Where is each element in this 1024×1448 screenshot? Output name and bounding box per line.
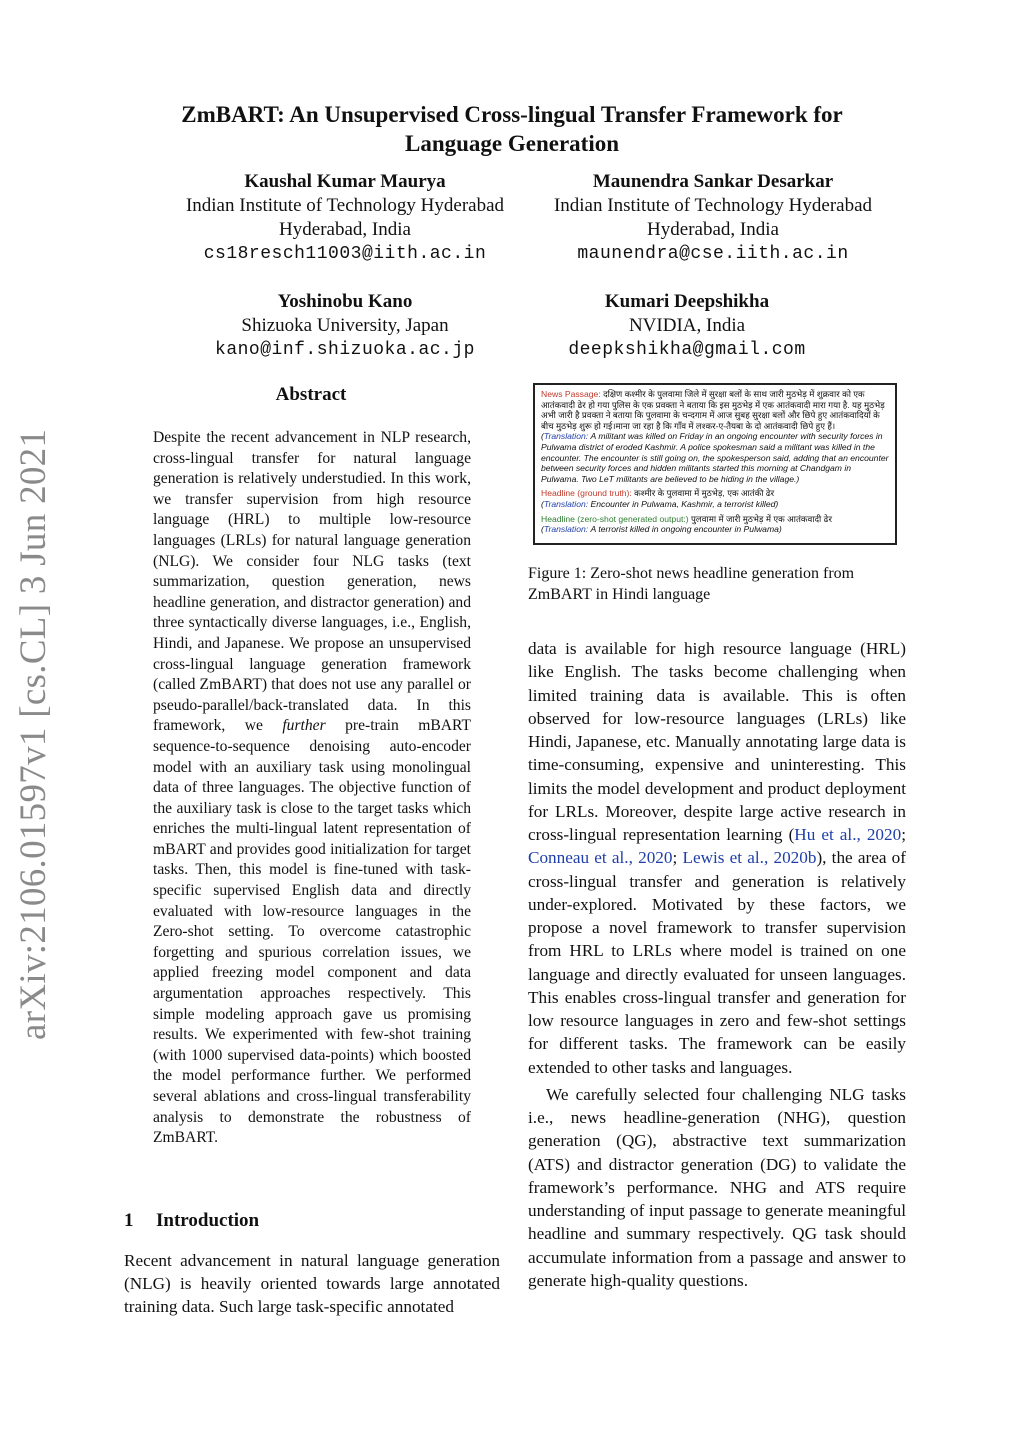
author-block-1 <box>160 170 530 266</box>
abstract-text: Despite the recent advancement in NLP research, cross-lingual transfer for natural language generation is relatively understudied. In this work, we transfer supervision from high resource language (HRL) to multiple low-resource languages (LRLs) for natural language generation (NLG). We consider four NLG tasks (text summarization, question generation, news headline generation, and distractor generation) and three syntactically diverse languages, i.e., English, Hindi, and Japanese. We propose an unsupervised cross-lingual language generation framework (called ZmBART) that does not use any parallel or pseudo-parallel/back-translated data. In this framework, we <box>153 429 471 735</box>
news-passage-hindi: दक्षिण कश्मीर के पुलवामा जिले में सुरक्षा बलों के साथ जारी मुठभेड़ में शुक्रवार को एक आतंकवादी ढेर हो गया पुलिस के एक प्रवक्ता ने बताया कि इस मुठभेड़ में एक आतंकवादी मारा गया है. यह मुठभेड़ अभी जारी है प्रवक्ता ने बताया कि पुलवामा के चन्दगाम में आज सुबह सुरक्षा बलों और छिपे हुए आतंकवादियों के बीच मुठभेड़ शुरू हो गई।माना जा रहा है कि गाँव में लश्कर-ए-तैयबा के दो आतंकवादी छिपे हुए हैं। <box>541 389 885 431</box>
citation-link[interactable]: Lewis et al., 2020b <box>682 848 817 868</box>
author-email[interactable]: kano@inf.shizuoka.ac.jp <box>215 340 475 360</box>
author-email[interactable]: deepkshikha@gmail.com <box>568 340 806 360</box>
section-number: 1 <box>124 1210 134 1231</box>
abstract-heading: Abstract <box>275 384 347 405</box>
abstract-emphasis: further <box>282 717 326 735</box>
citation-link[interactable]: Conneau et al., 2020 <box>528 848 673 868</box>
column-2-text <box>528 637 906 1292</box>
abstract-body <box>153 428 471 1149</box>
ground-truth-hindi: कश्मीर के पुलवामा में मुठभेड़, एक आतंकी ढेर <box>634 488 775 499</box>
figure-ground-truth: Headline (ground truth): कश्मीर के पुलवामा में मुठभेड़, एक आतंकी ढेर (Translation: Encounter in Pulwama, Kashmir, a terrorist killed) <box>541 488 779 509</box>
generated-label: Headline (zero-shot generated output:) <box>541 513 689 524</box>
figure-1-caption: Figure 1: Zero-shot news headline generation from ZmBART in Hindi language <box>528 565 855 603</box>
translation-label: Translation: <box>543 498 589 509</box>
author-location: Hyderabad, India <box>647 219 779 240</box>
title-line-2: Language Generation <box>404 131 620 156</box>
author-name: Yoshinobu Kano <box>277 291 413 312</box>
author-name: Kaushal Kumar Maurya <box>244 171 446 192</box>
author-affiliation: Indian Institute of Technology Hyderabad <box>553 195 873 216</box>
news-passage-translation: A militant was killed on Friday in an ongoing encounter with security forces in Pulwama district of eroded Kashmir. A police spokesman said a militant was killed in the encounter. The encounter is still going on, the spokesperson said, adding that an encounter between security forces and hidden militants started this morning at Chandgam in Pulwama. Two LeT militants are believed to be hiding in the village. <box>541 431 889 484</box>
paper-title <box>0 100 1024 158</box>
translation-label: Translation: <box>543 524 589 535</box>
news-passage-label: News Passage: <box>541 389 601 399</box>
section-title: Introduction <box>156 1210 260 1231</box>
paragraph-text: data is available for high resource language (HRL) like English. The tasks become challenging when limited training data is available. This is often observed for low-resource languages (LRLs) like Hindi, Japanese, etc. Manually annotating large data is time-consuming, expensive and uninteresting. This limits the model development and product deployment for LRLs. Moreover, despite large active research in cross-lingual representation learning ( <box>528 639 906 844</box>
figure-1-box <box>533 383 897 545</box>
title-line-1: ZmBART: An Unsupervised Cross-lingual Transfer Framework for <box>181 102 843 127</box>
generated-translation: A terrorist killed in ongoing encounter in Pulwama <box>590 524 779 535</box>
author-affiliation: Indian Institute of Technology Hyderabad <box>185 195 505 216</box>
column-2-paragraph-2: We carefully selected four challenging NLG tasks i.e., news headline-generation (NHG), question generation (QG), abstractive text summarization (ATS) and distractor generation (DG) to validate the framework’s performance. NHG and ATS require understanding of input passage to generate meaningful headline and summary respectively. QG task should accumulate information from a passage and answer to generate high-quality questions. <box>528 1084 906 1290</box>
author-block-3 <box>160 290 530 362</box>
author-name: Maunendra Sankar Desarkar <box>592 171 834 192</box>
citation-separator: ; <box>901 825 906 844</box>
citation-separator: ; <box>672 848 683 868</box>
author-affiliation: Shizuoka University, Japan <box>241 315 449 336</box>
author-affiliation: NVIDIA, India <box>628 315 746 336</box>
abstract-text: pre-train mBART sequence-to-sequence denoising auto-encoder model with an auxiliary task using monolingual data of three languages. The objective function of the auxiliary task is close to the target tasks which enriches the multi-lingual latent representation of mBART and provides good initialization for target tasks. Then, this model is fine-tuned with task-specific supervised English data and directly evaluated with low-resource languages in the Zero-shot setting. To overcome catastrophic forgetting and spurious correlation issues, we applied freezing model component and data argumentation approaches respectively. This simple modeling approach gave us promising results. We experimented with few-shot training (with 1000 supervised data-points) which boosted the model performance further. We performed several ablations and cross-lingual transferability analysis to demonstrate the robustness of ZmBART. <box>153 717 471 1147</box>
author-block-2 <box>530 170 896 266</box>
paragraph-text: ), the area of cross-lingual transfer and generation is relatively under-explored. Motivated by these factors, we propose a novel framework to transfer supervision from HRL to LRLs where model is trained on one language and directly evaluated for unseen languages. This enables cross-lingual transfer and generation for low resource languages in zero and few-shot settings for different tasks. The framework can be easily extended to other tasks and languages. <box>528 848 907 1077</box>
arxiv-identifier: arXiv:2106.01597v1 [cs.CL] 3 Jun 2021 <box>13 428 54 1040</box>
section-heading-introduction <box>124 1210 259 1232</box>
citation-link[interactable]: Hu et al., 2020 <box>794 825 902 844</box>
author-email[interactable]: maunendra@cse.iith.ac.in <box>577 244 849 264</box>
figure-generated-output: Headline (zero-shot generated output:) पुलवामा में जारी मुठभेड़ में एक आतंकवादी ढेर (Translation: A terrorist killed in ongoing encounter in Pulwama) <box>541 513 832 535</box>
figure-news-passage: News Passage: दक्षिण कश्मीर के पुलवामा जिले में सुरक्षा बलों के साथ जारी मुठभेड़ में शुक्रवार को एक आतंकवादी ढेर हो गया पुलिस के एक प्रवक्ता ने बताया कि इस मुठभेड़ में एक आतंकवादी मारा गया है. यह मुठभेड़ अभी जारी है प्रवक्ता ने बताया कि पुलवामा के चन्दगाम में आज सुबह सुरक्षा बलों और छिपे हुए आतंकवादियों के बीच मुठभेड़ शुरू हो गई।माना जा रहा है कि गाँव में लश्कर-ए-तैयबा के दो आतंकवादी छिपे हुए हैं। (Translation: A militant was killed on Friday in an ongoing encounter with security forces in Pulwama district of eroded Kashmir. A police spokesman said a militant was killed in the encounter. The encounter is still going on, the spokesperson said, adding that an encounter between security forces and hidden militants started this morning at Chandgam in Pulwama. Two LeT militants are believed to be hiding in the village.) <box>541 389 889 484</box>
author-block-4 <box>502 290 872 362</box>
author-name: Kumari Deepshikha <box>604 291 770 312</box>
author-email[interactable]: cs18resch11003@iith.ac.in <box>203 244 487 264</box>
translation-label: Translation: <box>543 431 589 442</box>
author-location: Hyderabad, India <box>279 219 411 240</box>
generated-hindi: पुलवामा में जारी मुठभेड़ में एक आतंकवादी ढेर <box>691 513 832 524</box>
introduction-paragraph: Recent advancement in natural language generation (NLG) is heavily oriented towards large annotated training data. Such large task-specific annotated <box>124 1251 500 1317</box>
column-2-paragraph-1 <box>528 637 906 1079</box>
ground-truth-label: Headline (ground truth): <box>541 488 632 499</box>
ground-truth-translation: Encounter in Pulwama, Kashmir, a terrorist killed <box>590 498 776 509</box>
